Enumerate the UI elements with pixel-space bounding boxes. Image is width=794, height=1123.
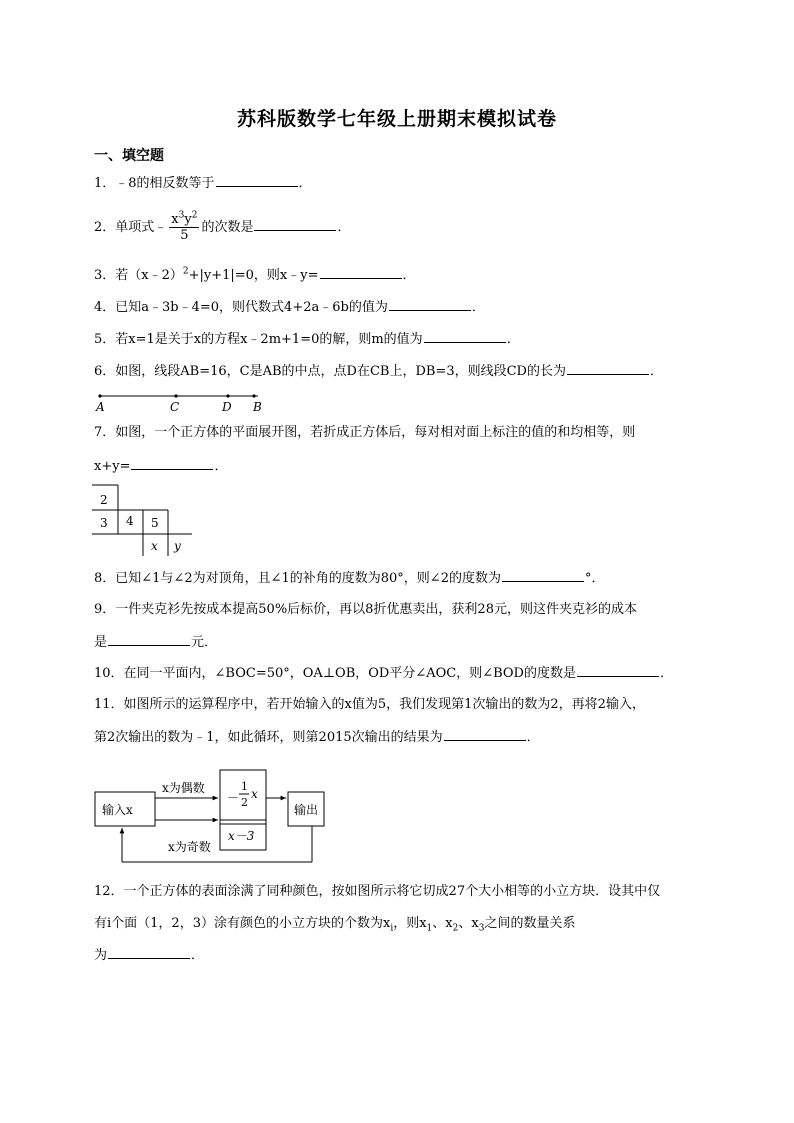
question-4: 4．已知a﹣3b﹣4=0，则代数式4+2a﹣6b的值为 ． [94,300,485,315]
answer-blank[interactable] [108,633,190,646]
question-7: 7．如图，一个正方体的平面展开图，若折成正方体后，每对相对面上标注的值的和均相等，则 [94,425,636,440]
label-b: B [253,400,262,414]
question-1: 1．﹣8的相反数等于 ． [94,176,312,191]
question-12-line2: 有i个面（1，2，3）涂有颜色的小立方块的个数为$x_i$，则$x_1$、$x_2$、$x_3$之间的数量关系 [94,916,576,934]
question-11: 11．如图所示的运算程序中，若开始输入的x值为5，我们发现第1次输出的数为2，再将2输入， [94,697,645,712]
op1-sign: － [227,791,240,805]
question-9-line2: 是 元． [94,635,218,650]
label-a: A [96,400,105,414]
answer-blank[interactable] [389,298,471,311]
output-label: 输出 [294,803,319,817]
net-cell-3: 3 [100,516,108,530]
answer-blank[interactable] [444,728,526,741]
page-title: 苏科版数学七年级上册期末模拟试卷 [236,108,557,130]
program-flow-figure [90,764,330,870]
label-d: D [222,400,232,414]
label-c: C [170,400,180,414]
answer-blank[interactable] [216,174,298,187]
odd-label: x为奇数 [168,840,211,854]
even-label: x为偶数 [162,781,205,795]
op1-variable: x [251,787,258,801]
answer-blank[interactable] [254,218,336,231]
answer-blank[interactable] [577,664,659,677]
answer-blank[interactable] [502,569,584,582]
segment-figure [90,390,280,416]
section-heading: 一、填空题 [94,148,164,164]
question-7-line2: x+y= ． [94,459,228,474]
question-9: 9．一件夹克衫先按成本提高50%后标价，再以8折优惠卖出，获利28元，则这件夹克衫的成本 [94,602,637,617]
net-cell-y: y [174,539,181,553]
net-cell-4: 4 [126,514,134,528]
question-5: 5．若x=1是关于x的方程x﹣2m+1=0的解，则m的值为 ． [94,332,520,347]
answer-blank[interactable] [108,946,190,959]
question-8: 8．已知∠1与∠2为对顶角，且∠1的补角的度数为80°，则∠2的度数为 °． [94,571,605,586]
question-12-line3: 为 ． [94,948,205,963]
question-3: 3．若（x﹣2）$^2$+|y+1|=0，则x﹣y= ． [94,266,416,283]
question-10: 10．在同一平面内，∠BOC=50°，OA⊥OB，OD平分∠AOC，则∠BOD的度数是 ． [94,666,673,681]
answer-blank[interactable] [320,266,402,279]
net-cell-x: x [151,539,158,553]
question-2: 2．单项式﹣ $\frac{x^3y^2}{5}$ 的次数是 ． [94,210,351,243]
question-11-line2: 第2次输出的数为﹣1，如此循环，则第2015次输出的结果为 ． [94,730,540,745]
net-cell-5: 5 [151,516,159,530]
point-b [252,394,255,397]
monomial-fraction: $\frac{x^3y^2}{5}$ [171,210,198,243]
net-cell-2: 2 [100,493,108,507]
answer-blank[interactable] [131,457,213,470]
op2-label: x－3 [228,829,255,843]
point-d [226,394,229,397]
point-c [174,394,177,397]
op1-numerator: 1 [241,780,248,793]
cube-net-figure [90,484,200,558]
input-label: 输入x [102,803,133,817]
answer-blank[interactable] [567,362,649,375]
question-12: 12．一个正方体的表面涂满了同种颜色，按如图所示将它切成27个大小相等的小立方块．设其中仅 [94,884,661,899]
question-6: 6．如图，线段AB=16，C是AB的中点，点D在CB上，DB=3，则线段CD的长为 ． [94,364,663,379]
op1-denominator: 2 [241,796,248,809]
point-a [98,394,101,397]
answer-blank[interactable] [424,330,506,343]
